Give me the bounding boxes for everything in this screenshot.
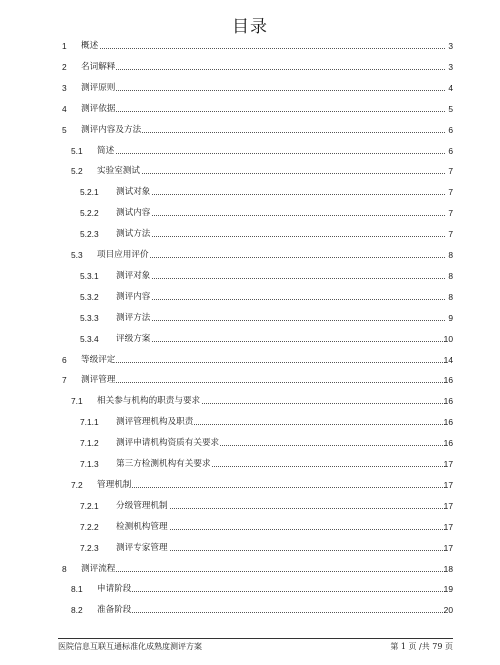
toc-entry-label[interactable]: 测试方法 (116, 229, 151, 240)
dot-leader (81, 382, 445, 383)
toc-entry-number: 8 (62, 563, 67, 574)
toc-entry[interactable] (0, 332, 500, 346)
toc-entry-page: 19 (443, 584, 453, 595)
toc-entry[interactable] (0, 478, 500, 492)
toc-entry-number: 5.2 (71, 166, 83, 177)
dot-leader (97, 487, 445, 488)
toc-entry[interactable] (0, 436, 500, 450)
footer-document-title: 医院信息互联互通标准化成熟度测评方案 (58, 642, 202, 651)
toc-entry-label[interactable]: 管理机制 (97, 479, 132, 490)
dot-leader (81, 111, 445, 112)
toc-entry-label[interactable]: 名词解释 (81, 61, 116, 72)
toc-title: 目录 (232, 17, 268, 37)
toc-entry-page: 18 (443, 563, 453, 574)
toc-entry-number: 8.1 (71, 584, 83, 595)
toc-entry-page: 4 (448, 82, 453, 93)
dot-leader (81, 571, 445, 572)
toc-entry-number: 5.1 (71, 145, 83, 156)
toc-entry[interactable] (0, 415, 500, 429)
toc-entry-page: 17 (443, 479, 453, 490)
toc-entry-page: 16 (443, 396, 453, 407)
toc-entry[interactable] (0, 39, 500, 53)
toc-entry-number: 7.1.2 (80, 438, 99, 449)
toc-entry-page: 7 (448, 187, 453, 198)
toc-entry-number: 5 (62, 124, 67, 135)
toc-entry[interactable] (0, 248, 500, 262)
toc-entry-label[interactable]: 申请阶段 (97, 584, 132, 595)
toc-entry-page: 20 (443, 605, 453, 616)
toc-entry[interactable] (0, 311, 500, 325)
toc-entry-page: 10 (443, 333, 453, 344)
toc-entry[interactable] (0, 499, 500, 513)
toc-entry[interactable] (0, 227, 500, 241)
toc-entry-label[interactable]: 简述 (97, 145, 115, 156)
toc-entry-label[interactable]: 测评方法 (116, 312, 151, 323)
toc-entry-number: 5.2.3 (80, 229, 99, 240)
toc-entry-number: 5.3 (71, 250, 83, 260)
dot-leader (97, 591, 445, 592)
dot-leader (116, 341, 445, 342)
toc-entry[interactable] (0, 582, 500, 596)
toc-entry-label[interactable]: 评级方案 (116, 333, 151, 344)
toc-entry-label[interactable]: 项目应用评价 (97, 250, 149, 260)
dot-leader (116, 278, 445, 279)
toc-entry[interactable] (0, 60, 500, 74)
toc-entry-page: 7 (448, 229, 453, 240)
toc-entry-number: 6 (62, 354, 67, 365)
toc-entry-number: 5.2.1 (80, 187, 99, 198)
toc-entry-page: 8 (448, 270, 453, 281)
toc-entry-label[interactable]: 概述 (81, 41, 99, 51)
dot-leader (116, 299, 445, 300)
dot-leader (97, 173, 445, 174)
toc-entry-number: 2 (62, 61, 67, 72)
toc-entry-page: 9 (448, 312, 453, 323)
toc-entry-number: 3 (62, 82, 67, 93)
dot-leader (97, 612, 445, 613)
toc-entry-label[interactable]: 测试对象 (116, 187, 151, 198)
toc-entry-number: 7.1.3 (80, 459, 99, 469)
dot-leader (97, 153, 445, 154)
toc-entry-label[interactable]: 检测机构管理 (116, 521, 168, 532)
toc-entry-label[interactable]: 相关参与机构的职责与要求 (97, 396, 201, 407)
toc-entry-label[interactable]: 测评对象 (116, 270, 151, 281)
toc-entry-label[interactable]: 分级管理机制 (116, 500, 168, 511)
toc-entry[interactable] (0, 603, 500, 617)
footer-divider (58, 638, 453, 639)
toc-entry-page: 17 (443, 459, 453, 469)
toc-entry-label[interactable]: 实验室测试 (97, 166, 140, 177)
toc-entry-number: 1 (62, 41, 67, 51)
toc-entry-number: 7.2.3 (80, 542, 99, 553)
toc-entry-label[interactable]: 测评依据 (81, 103, 116, 114)
dot-leader (81, 69, 445, 70)
dot-leader (81, 90, 445, 91)
toc-entry-number: 7.2 (71, 479, 83, 490)
toc-entry[interactable] (0, 269, 500, 283)
toc-entry-label[interactable]: 测评专家管理 (116, 542, 168, 553)
toc-entry-label[interactable]: 测评管理机构及职责 (116, 417, 194, 428)
toc-entry-label[interactable]: 准备阶段 (97, 605, 132, 616)
toc-entry[interactable] (0, 185, 500, 199)
toc-entry[interactable] (0, 541, 500, 555)
dot-leader (81, 362, 445, 363)
toc-entry-label[interactable]: 测评原则 (81, 82, 116, 93)
toc-entry-number: 8.2 (71, 605, 83, 616)
toc-entry[interactable] (0, 562, 500, 576)
toc-entry-label[interactable]: 测评内容及方法 (81, 124, 142, 135)
toc-entry-page: 6 (448, 145, 453, 156)
footer-page-counter: 第 1 页 /共 79 页 (390, 642, 453, 651)
toc-entry[interactable] (0, 394, 500, 408)
toc-entry[interactable] (0, 123, 500, 137)
toc-entry[interactable] (0, 520, 500, 534)
toc-entry-page: 3 (448, 61, 453, 72)
toc-entry-page: 3 (448, 41, 453, 51)
dot-leader (116, 320, 445, 321)
toc-entry[interactable] (0, 164, 500, 178)
toc-entry[interactable] (0, 457, 500, 471)
toc-entry-page: 17 (443, 500, 453, 511)
toc-entry-page: 6 (448, 124, 453, 135)
dot-leader (116, 194, 445, 195)
dot-leader (116, 236, 445, 237)
toc-entry-page: 17 (443, 542, 453, 553)
toc-entry-number: 7.2.2 (80, 521, 99, 532)
toc-entry-label[interactable]: 第三方检测机构有关要求 (116, 459, 211, 469)
toc-entry[interactable] (0, 373, 500, 387)
toc-entry-label[interactable]: 等级评定 (81, 354, 116, 365)
toc-entry-number: 5.3.2 (80, 291, 99, 302)
toc-entry-page: 16 (443, 438, 453, 449)
toc-entry-page: 16 (443, 375, 453, 386)
dot-leader (81, 48, 445, 49)
dot-leader (116, 215, 445, 216)
toc-entry[interactable] (0, 206, 500, 220)
toc-entry-page: 7 (448, 166, 453, 177)
toc-entry-number: 7.2.1 (80, 500, 99, 511)
toc-entry-page: 8 (448, 250, 453, 260)
toc-entry-label[interactable]: 测评内容 (116, 291, 151, 302)
toc-entry-page: 16 (443, 417, 453, 428)
toc-entry-number: 5.2.2 (80, 208, 99, 219)
toc-entry-number: 7 (62, 375, 67, 386)
toc-entry[interactable] (0, 353, 500, 367)
toc-entry-label[interactable]: 测试内容 (116, 208, 151, 219)
toc-entry-label[interactable]: 测评申请机构资质有关要求 (116, 438, 220, 449)
toc-entry-label[interactable]: 测评管理 (81, 375, 116, 386)
toc-entry[interactable] (0, 144, 500, 158)
toc-entry-page: 5 (448, 103, 453, 114)
toc-entry-number: 5.3.1 (80, 270, 99, 281)
toc-entry-page: 17 (443, 521, 453, 532)
toc-entry-number: 5.3.3 (80, 312, 99, 323)
toc-entry-number: 4 (62, 103, 67, 114)
toc-entry-number: 7.1.1 (80, 417, 99, 428)
toc-entry-page: 14 (443, 354, 453, 365)
toc-entry[interactable] (0, 102, 500, 116)
toc-entry-page: 7 (448, 208, 453, 219)
toc-entry-number: 7.1 (71, 396, 83, 407)
toc-entry-number: 5.3.4 (80, 333, 99, 344)
toc-entry[interactable] (0, 290, 500, 304)
toc-entry[interactable] (0, 81, 500, 95)
toc-entry-page: 8 (448, 291, 453, 302)
toc-entry-label[interactable]: 测评流程 (81, 563, 116, 574)
